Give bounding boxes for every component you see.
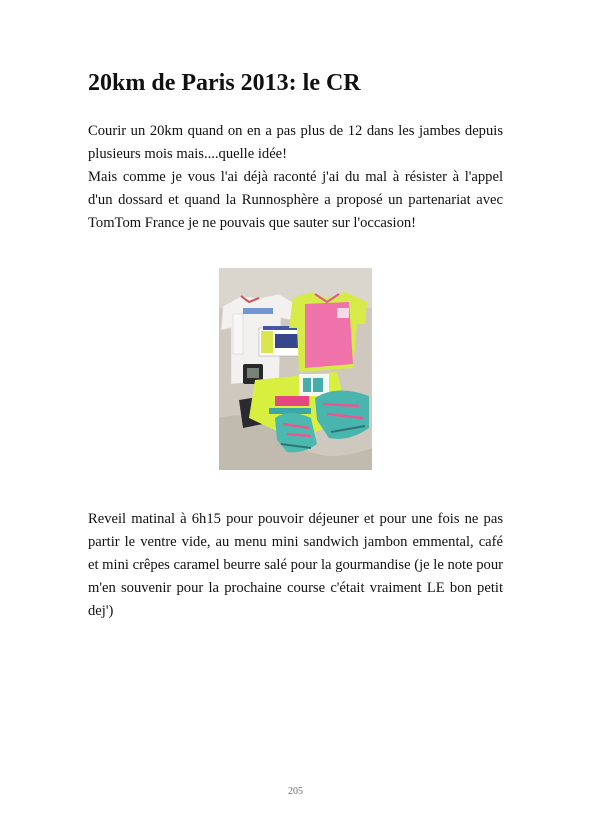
photo-illustration: [219, 268, 372, 470]
photo-light-overlay: [219, 268, 372, 470]
body-paragraph: Reveil matinal à 6h15 pour pouvoir déjeuner et pour une fois ne pas partir le ventre vide, au menu mini sandwich jambon emmental, café et mini crêpes caramel beurre salé pour la gourmandise (je le note pour m'en souvenir pour la prochaine course c'était vraiment LE bon petit dej'): [88, 511, 503, 619]
page-title: 20km de Paris 2013: le CR: [88, 70, 361, 96]
intro-text-block: [88, 120, 503, 235]
intro-paragraph: Courir un 20km quand on en a pas plus de 12 dans les jambes depuis plusieurs mois mais....quelle idée!: [88, 123, 503, 162]
intro-paragraph: Mais comme je vous l'ai déjà raconté j'ai du mal à résister à l'appel d'un dossard et quand la Runnosphère a proposé un partenariat avec TomTom France je ne pouvais que sauter sur l'occasion!: [88, 169, 503, 231]
running-gear-photo: [219, 268, 372, 470]
page-number: 205: [288, 786, 303, 797]
body-text-block: [88, 508, 503, 623]
